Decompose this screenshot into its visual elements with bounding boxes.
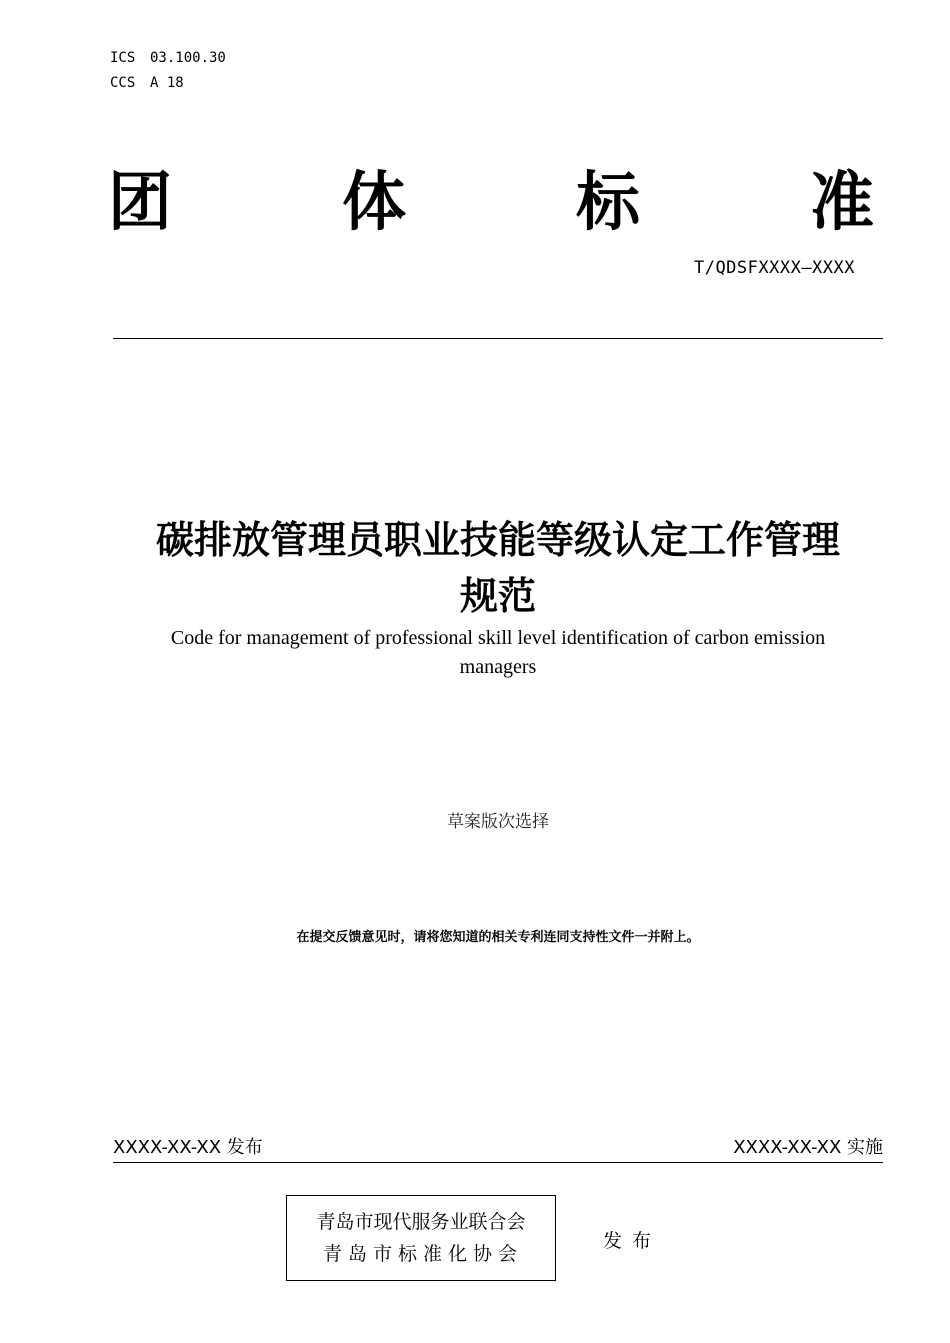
standard-type-char: 体	[342, 166, 406, 240]
ccs-row	[110, 71, 226, 96]
publisher-box	[286, 1195, 556, 1281]
standard-type-heading	[108, 165, 874, 241]
standard-type-char: 团	[108, 166, 172, 240]
implementation-date: XXXX-XX-XX 实施	[733, 1137, 883, 1158]
publisher-org-2: 青岛市标准化协会	[322, 1243, 523, 1265]
title-chinese-line-2: 规范	[459, 574, 536, 618]
ccs-code: A 18	[150, 75, 184, 91]
bottom-divider	[113, 1162, 883, 1163]
standard-number: T/QDSFXXXX—XXXX	[693, 258, 855, 278]
ics-row	[110, 46, 226, 71]
publish-label: 发布	[603, 1230, 662, 1252]
title-english	[113, 624, 883, 682]
publisher-org-1: 青岛市现代服务业联合会	[316, 1211, 526, 1233]
ccs-label: CCS	[110, 75, 136, 91]
standard-type-char: 准	[810, 166, 874, 240]
top-divider	[113, 338, 883, 339]
title-chinese	[113, 512, 883, 624]
release-date: XXXX-XX-XX 发布	[113, 1137, 263, 1158]
standard-type-char: 标	[576, 166, 640, 240]
ics-code: 03.100.30	[150, 50, 226, 66]
classification-codes	[110, 46, 226, 96]
title-english-line-1: Code for management of professional skill level identification of carbon emission	[170, 627, 826, 649]
draft-version-selector[interactable]: 草案版次选择	[447, 812, 549, 832]
title-chinese-line-1: 碳排放管理员职业技能等级认定工作管理	[155, 518, 840, 562]
ics-label: ICS	[110, 50, 136, 66]
title-english-line-2: managers	[459, 656, 537, 678]
patent-notice: 在提交反馈意见时，请将您知道的相关专利连同支持性文件一并附上。	[296, 930, 700, 945]
